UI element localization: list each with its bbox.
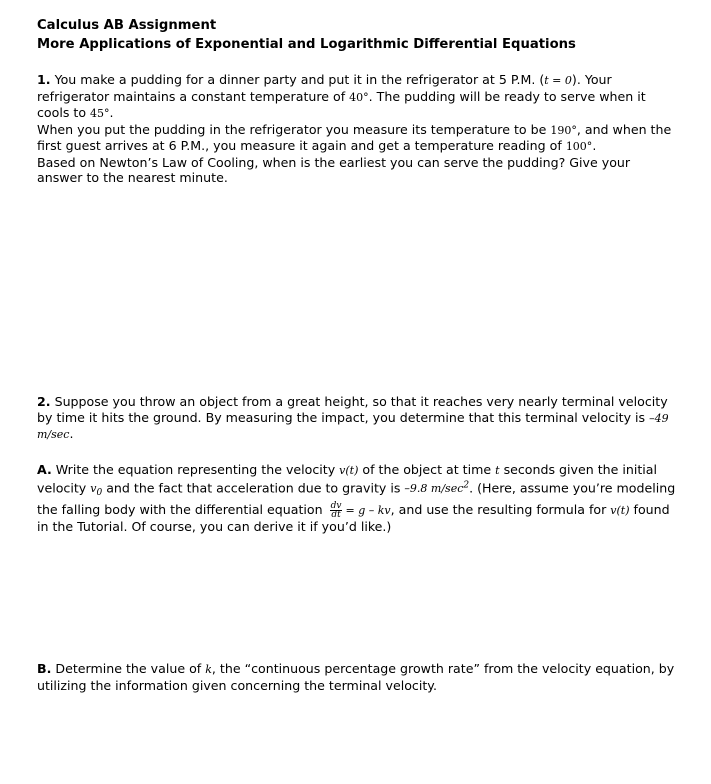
math-v: v bbox=[90, 482, 97, 496]
math-fraction-dv-dt bbox=[330, 502, 343, 519]
problem-1-text: You make a pudding for a dinner party and put it in the refrigerator at 5 P.M. ( bbox=[54, 72, 545, 87]
assignment-title: Calculus AB Assignment bbox=[37, 18, 217, 33]
problem-1-number: 1. bbox=[37, 72, 51, 87]
problem-1-text: ). Your refrigerator maintains a constant temperature of bbox=[37, 72, 612, 104]
problem-1 bbox=[37, 72, 677, 186]
part-a-text: of the object at time bbox=[358, 462, 496, 477]
part-a-text: seconds given the initial velocity bbox=[37, 462, 658, 496]
math-45-degrees: 45° bbox=[90, 107, 110, 120]
math-gravity bbox=[404, 482, 469, 495]
math-superscript-2: 2 bbox=[463, 480, 470, 491]
problem-2-part-b bbox=[37, 661, 677, 693]
problem-2-part-a bbox=[37, 462, 677, 534]
problem-1-text: . bbox=[109, 105, 114, 120]
problem-1-measurements bbox=[37, 122, 677, 155]
math-100-degrees: 100° bbox=[565, 140, 593, 153]
problem-1-text: , and when the first guest arrives at 6 P.M., you measure it again and get a temperature reading of bbox=[37, 121, 672, 153]
problem-2 bbox=[37, 394, 677, 443]
math-t: t bbox=[495, 464, 500, 477]
problem-1-text: . The pudding will be ready to serve when it cools to bbox=[37, 88, 646, 120]
math-gravity-value: –9.8 m/sec bbox=[404, 482, 464, 496]
part-a-text: and the fact that acceleration due to gravity is bbox=[102, 480, 405, 496]
math-rhs: = g – kv bbox=[345, 503, 391, 517]
problem-2-text: . bbox=[69, 426, 74, 441]
part-a-label: A. bbox=[37, 462, 52, 477]
fraction-numerator: dv bbox=[330, 500, 342, 511]
part-b-text: , the “continuous percentage growth rate” from the velocity equation, by utilizing the information given concerning the terminal velocity. bbox=[37, 661, 675, 693]
problem-2-number: 2. bbox=[37, 394, 51, 409]
math-v0 bbox=[90, 482, 103, 499]
math-subscript-0: 0 bbox=[96, 488, 103, 499]
math-v-of-t: v(t) bbox=[339, 464, 359, 477]
part-b-text: Determine the value of bbox=[55, 661, 206, 676]
fraction-denominator: dt bbox=[331, 509, 341, 520]
problem-1-setup bbox=[37, 72, 677, 122]
math-40-degrees: 40° bbox=[349, 90, 369, 104]
assignment-subtitle: More Applications of Exponential and Logarithmic Differential Equations bbox=[37, 37, 576, 52]
problem-2-text: Suppose you throw an object from a great height, so that it reaches very nearly terminal velocity by time it hits the ground. By measuring the impact, you determine that this terminal velocity is bbox=[37, 394, 668, 425]
math-v-of-t: v(t) bbox=[610, 503, 630, 517]
problem-1-question: Based on Newton’s Law of Cooling, when is the earliest you can serve the pudding? Give your answer to the nearest minute. bbox=[37, 154, 631, 185]
math-k: k bbox=[205, 663, 212, 676]
math-190-degrees: 190° bbox=[550, 123, 577, 137]
problem-1-text: When you put the pudding in the refrigerator you measure its temperature to be bbox=[37, 121, 551, 137]
part-a-text: , and use the resulting formula for bbox=[390, 501, 611, 517]
math-terminal-velocity: –49 m/sec bbox=[37, 411, 669, 441]
part-b-label: B. bbox=[37, 661, 52, 676]
part-a-text: found in the Tutorial. Of course, you can derive it if you’d like.) bbox=[37, 501, 670, 534]
problem-1-text: . bbox=[592, 138, 597, 153]
part-a-text: . (Here, assume you’re modeling the falling body with the differential equation bbox=[37, 480, 676, 517]
math-t-equals-0: t = 0 bbox=[544, 74, 572, 87]
part-a-text: Write the equation representing the velocity bbox=[55, 462, 340, 477]
document-page bbox=[37, 16, 677, 693]
